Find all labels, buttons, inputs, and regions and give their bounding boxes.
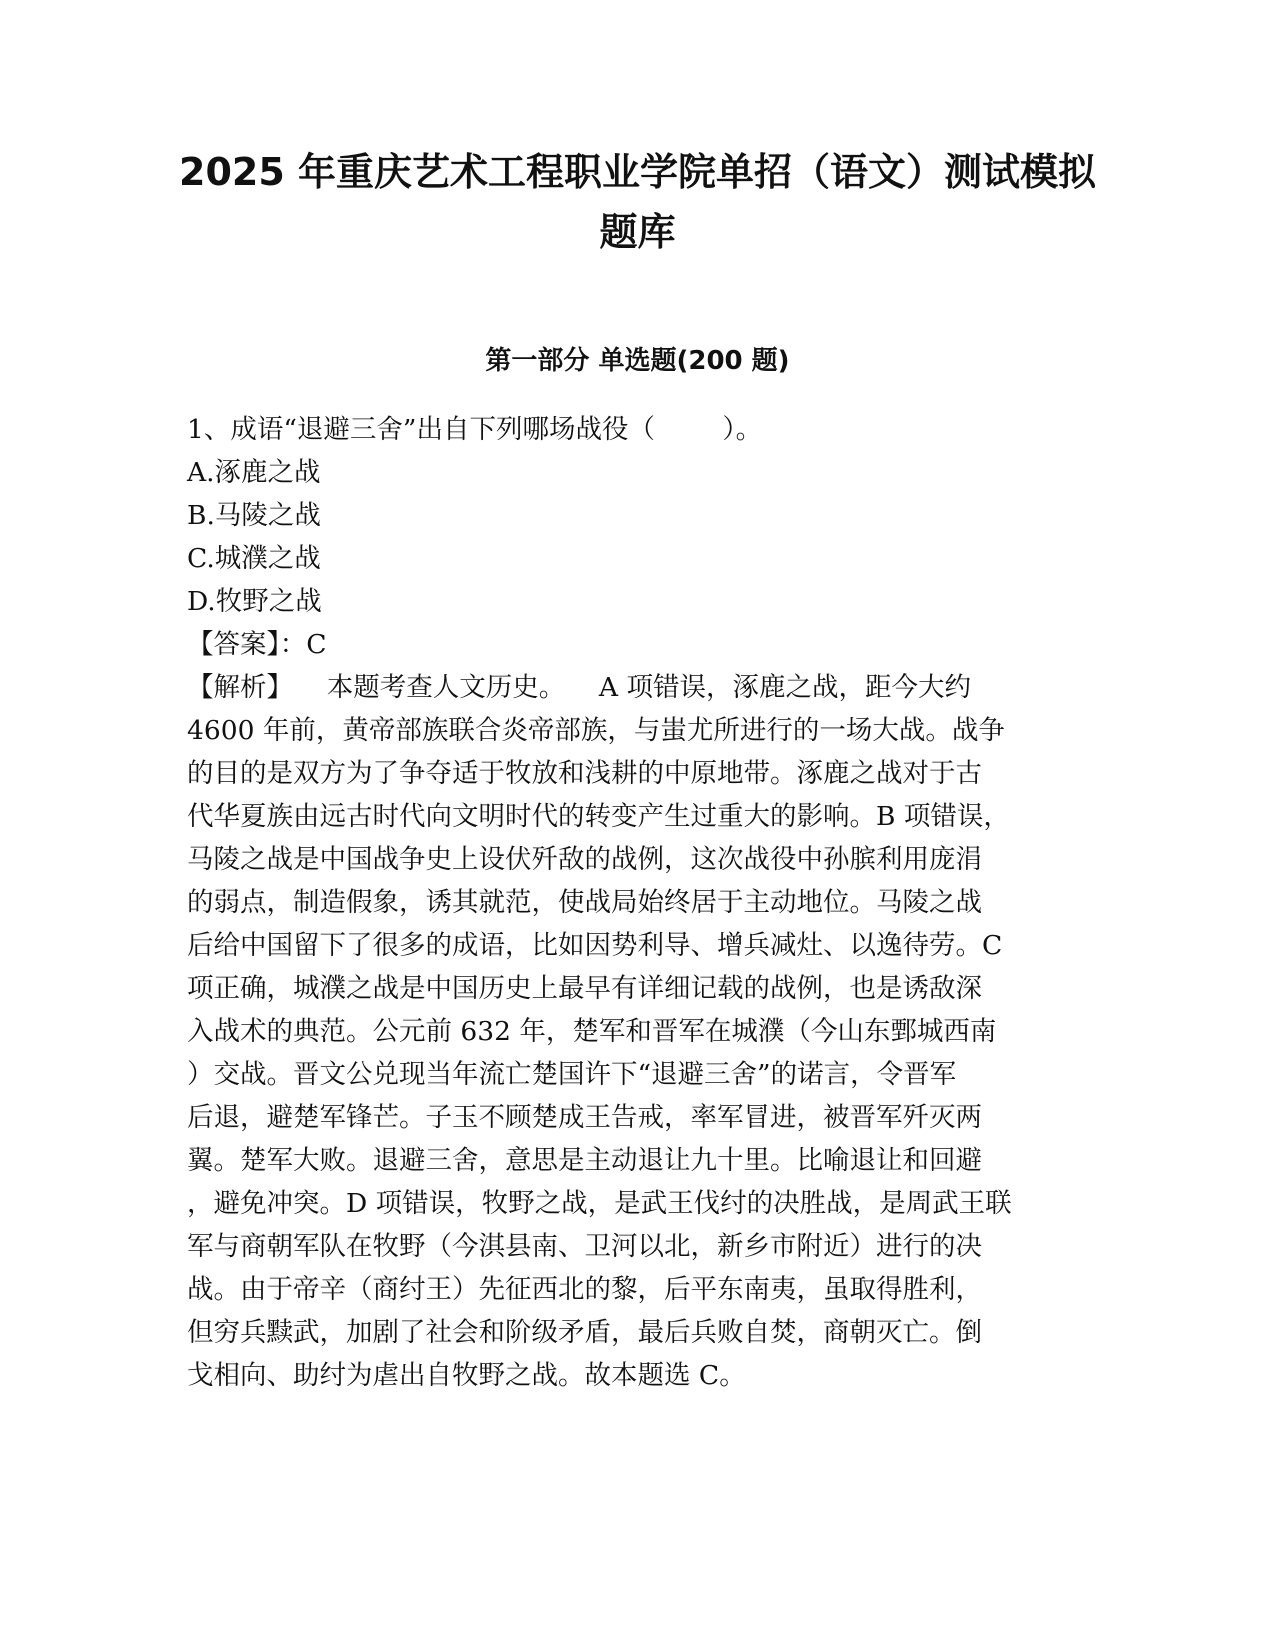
explanation-line: 的目的是双方为了争夺适于牧放和浅耕的中原地带。涿鹿之战对于古 — [187, 758, 982, 789]
explanation-line: 后退，避楚军锋芒。子玉不顾楚成王告戒，率军冒进，被晋军歼灭两 — [187, 1102, 982, 1133]
question-stem: 1、成语“退避三舍”出自下列哪场战役（ ）。 — [187, 414, 763, 445]
option-a: A.涿鹿之战 — [187, 457, 321, 488]
explanation-line: 代华夏族由远古时代向文明时代的转变产生过重大的影响。B 项错误， — [187, 801, 1010, 832]
answer: 【答案】：C — [187, 629, 327, 660]
explanation-line: 马陵之战是中国战争史上设伏歼敌的战例，这次战役中孙膑利用庞涓 — [187, 844, 982, 875]
document-title — [170, 142, 1105, 262]
explanation-line: ）交战。晋文公兑现当年流亡楚国许下“退避三舍”的诺言，令晋军 — [187, 1059, 957, 1090]
option-b: B.马陵之战 — [187, 500, 321, 531]
explanation-line: 的弱点，制造假象，诱其就范，使战局始终居于主动地位。马陵之战 — [187, 887, 982, 918]
explanation-line: 【解析】 本题考查人文历史。 A 项错误，涿鹿之战，距今大约 — [187, 672, 971, 703]
explanation-line: 入战术的典范。公元前 632 年，楚军和晋军在城濮（今山东鄄城西南 — [187, 1016, 997, 1047]
title-line-2: 题库 — [599, 210, 676, 254]
title-line-1: 2025 年重庆艺术工程职业学院单招（语文）测试模拟 — [179, 150, 1096, 194]
explanation-line: 战。由于帝辛（商纣王）先征西北的黎，后平东南夷，虽取得胜利， — [187, 1274, 982, 1305]
explanation-line: 后给中国留下了很多的成语，比如因势利导、增兵减灶、以逸待劳。C — [187, 930, 1003, 961]
option-c: C.城濮之战 — [187, 543, 321, 574]
option-d: D.牧野之战 — [187, 586, 322, 617]
question-block — [187, 408, 1092, 1397]
explanation-line: 但穷兵黩武，加剧了社会和阶级矛盾，最后兵败自焚，商朝灭亡。倒 — [187, 1317, 982, 1348]
explanation-line: 戈相向、助纣为虐出自牧野之战。故本题选 C。 — [187, 1360, 746, 1391]
explanation-line: 军与商朝军队在牧野（今淇县南、卫河以北，新乡市附近）进行的决 — [187, 1231, 982, 1262]
explanation — [187, 666, 1092, 1397]
explanation-line: 4600 年前，黄帝部族联合炎帝部族，与蚩尤所进行的一场大战。战争 — [187, 715, 1005, 746]
section-heading: 第一部分 单选题(200 题) — [485, 346, 790, 376]
explanation-line: 翼。楚军大败。退避三舍，意思是主动退让九十里。比喻退让和回避 — [187, 1145, 982, 1176]
explanation-line: 项正确，城濮之战是中国历史上最早有详细记载的战例，也是诱敌深 — [187, 973, 982, 1004]
explanation-line: ，避免冲突。D 项错误，牧野之战，是武王伐纣的决胜战，是周武王联 — [187, 1188, 1012, 1219]
